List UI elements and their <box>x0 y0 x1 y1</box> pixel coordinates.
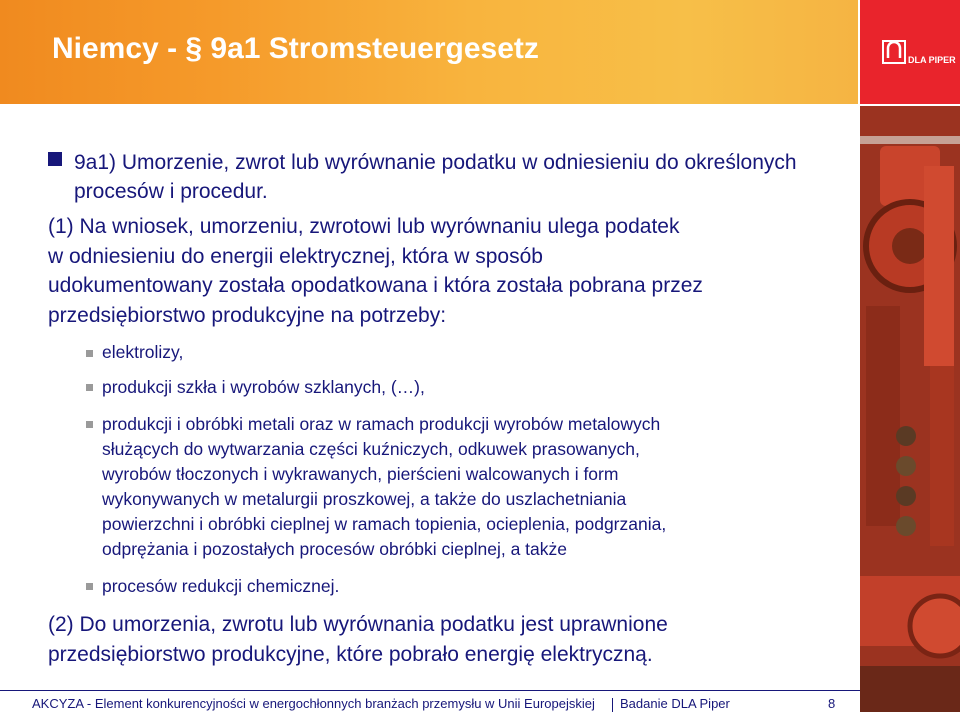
slide-content <box>0 104 860 690</box>
paragraph-1-line: przedsiębiorstwo produkcyjne na potrzeby: <box>48 303 447 327</box>
paragraph-1 <box>48 212 816 330</box>
bullet-line: elektrolizy, <box>102 342 184 362</box>
bullet-square-icon <box>86 350 93 357</box>
slide-title: Niemcy - § 9a1 Stromsteuergesetz <box>52 32 539 65</box>
bullet-square-icon <box>86 421 93 428</box>
pipe-photo-illustration <box>860 106 960 712</box>
bullet-item-electrolysis <box>102 340 816 365</box>
industrial-pipe-photo <box>860 106 960 712</box>
bullet-item-metals <box>102 412 816 562</box>
bullet-square-icon <box>86 384 93 391</box>
footer-separator <box>612 698 613 712</box>
footer-left-text: AKCYZA - Element konkurencyjności w energochłonnych branżach przemysłu w Unii Europejskiej <box>32 696 595 711</box>
paragraph-1-line: (1) Na wniosek, umorzeniu, zwrotowi lub wyrównaniu ulega podatek <box>48 215 680 238</box>
paragraph-1-line: udokumentowany została opodatkowana i która została pobrana przez <box>48 274 703 297</box>
slide-header <box>0 0 858 104</box>
page-number: 8 <box>828 696 836 711</box>
bullet-line: wykonywanych w metalurgii proszkowej, a także do uszlachetniania <box>102 489 627 509</box>
bullet-square-icon <box>86 583 93 590</box>
bullet-line: odprężania i pozostałych procesów obróbki cieplnej, a także <box>102 539 567 559</box>
bullet-line: produkcji i obróbki metali oraz w ramach produkcji wyrobów metalowych <box>102 414 661 434</box>
dla-piper-logo <box>860 0 960 104</box>
bullet-line: służących do wytwarzania części kuźniczych, odkuwek prasowanych, <box>102 439 640 459</box>
bullet-line: procesów redukcji chemicznej. <box>102 576 340 596</box>
bullet-item-glass <box>102 375 816 400</box>
bullet-item-chemical <box>102 574 816 599</box>
paragraph-1-line: w odniesieniu do energii elektrycznej, która w sposób <box>48 244 543 268</box>
paragraph-2 <box>48 610 816 669</box>
paragraph-2-line: (2) Do umorzenia, zwrotu lub wyrównania podatku jest uprawnione <box>48 613 668 636</box>
section-bullet-icon <box>48 152 62 166</box>
bullet-line: wyrobów tłoczonych i wykrawanych, pierścieni walcowanych i form <box>102 464 619 484</box>
paragraph-2-line: przedsiębiorstwo produkcyjne, które pobrało energię elektryczną. <box>48 642 653 666</box>
bullet-line: produkcji szkła i wyrobów szklanych, (…), <box>102 377 425 397</box>
bullet-line: powierzchni i obróbki cieplnej w ramach topienia, ocieplenia, podgrzania, <box>102 514 667 534</box>
logo-text: DLA PIPER <box>908 55 956 65</box>
footer-right-text: Badanie DLA Piper <box>620 696 730 711</box>
dla-piper-logo-icon <box>882 40 906 64</box>
slide-footer <box>0 690 860 717</box>
section-title: 9a1) Umorzenie, zwrot lub wyrównanie podatku w odniesieniu do określonych procesów i procedur. <box>74 151 797 203</box>
